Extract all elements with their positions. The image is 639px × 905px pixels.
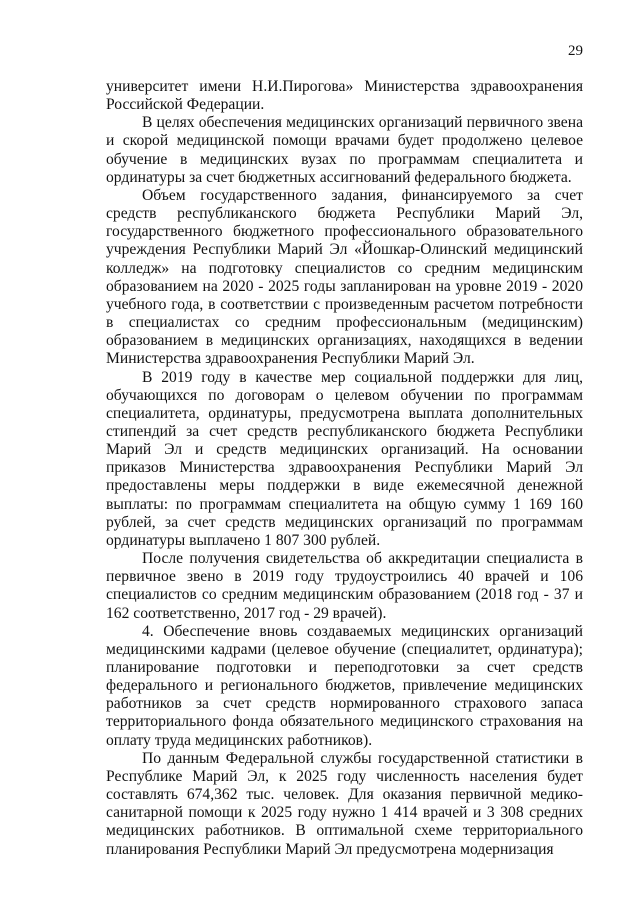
paragraph-targeted-training: В целях обеспечения медицинских организаций первичного звена и скорой медицинской помощи врачами будет продолжено целевое обучение в медицинских вузах по программам специалитета и ординатуры за счет бюджетных ассигнований федерального бюджета. — [106, 114, 583, 186]
paragraph-continuation: университет имени Н.И.Пирогова» Министерства здравоохранения Российской Федерации. — [106, 78, 583, 114]
page-number: 29 — [568, 43, 583, 59]
paragraph-social-support: В 2019 году в качестве мер социальной поддержки для лиц, обучающихся по договорам о целевом обучении по программам специалитета, ординатуры, предусмотрена выплата дополнительных стипендий за счет средств республиканского бюджета Республики Марий Эл и средств медицинских организаций. На основании приказов Министерства здравоохранения Республики Марий Эл предоставлены меры поддержки в виде ежемесячной денежной выплаты: по программам специалитета на общую сумму 1 169 160 рублей, за счет средств медицинских организаций по программам ординатуры выплачено 1 807 300 рублей. — [106, 368, 583, 549]
paragraph-statistics: По данным Федеральной службы государственной статистики в Республике Марий Эл, к 2025 году численность населения будет составлять 674,362 тыс. человек. Для оказания первичной медико-санитарной помощи к 2025 году нужно 1 414 врачей и 3 308 средних медицинских работников. В оптимальной схеме территориального планирования Республики Марий Эл предусмотрена модернизация — [106, 749, 583, 858]
paragraph-state-assignment: Объем государственного задания, финансируемого за счет средств республиканского бюджета Республики Марий Эл, государственного бюджетного профессионального образовательного учреждения Республики Марий Эл «Йошкар-Олинский медицинский колледж» на подготовку специалистов со средним медицинским образованием на 2020 - 2025 годы запланирован на уровне 2019 - 2020 учебного года, в соответствии с произведенным расчетом потребности в специалистах со средним профессиональным (медицинским) образованием в медицинских организациях, находящихся в ведении Министерства здравоохранения Республики Марий Эл. — [106, 186, 583, 368]
document-body — [106, 78, 583, 859]
paragraph-item-4: 4. Обеспечение вновь создаваемых медицинских организаций медицинскими кадрами (целевое обучение (специалитет, ординатура); планирование подготовки и переподготовки за счет средств федерального и регионального бюджетов, привлечение медицинских работников за счет средств нормированного страхового запаса территориального фонда обязательного медицинского страхования на оплату труда медицинских работников). — [106, 622, 583, 749]
paragraph-accreditation: После получения свидетельства об аккредитации специалиста в первичное звено в 2019 году трудоустроились 40 врачей и 106 специалистов со средним медицинским образованием (2018 год - 37 и 162 соответственно, 2017 год - 29 врачей). — [106, 550, 583, 622]
